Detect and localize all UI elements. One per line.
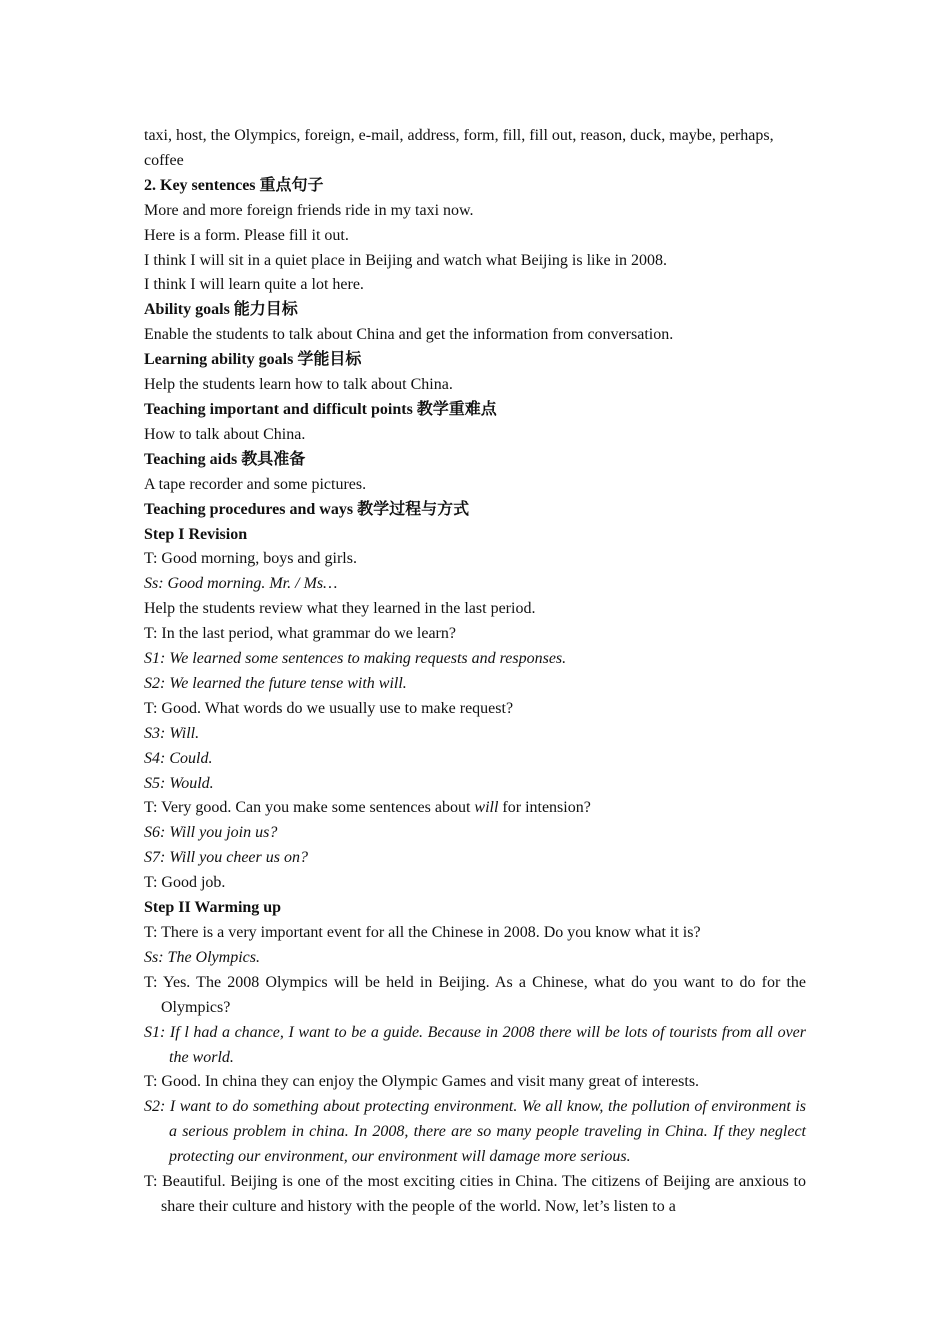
dialogue-line: S2: We learned the future tense with will. xyxy=(144,674,407,692)
emphasis-word: will xyxy=(474,799,499,817)
vocabulary-line: taxi, host, the Olympics, foreign, e-mail, address, form, fill, fill out, reason, duck, maybe, perhaps, coffee xyxy=(144,127,774,169)
dialogue-line: T: Good. What words do we usually use to make request? xyxy=(144,699,514,717)
dialogue-line: T: Good morning, boys and girls. xyxy=(144,550,357,568)
dialogue-line: S2: I want to do something about protecting environment. We all know, the pollution of environment is a serious problem in china. In 2008, there are so many people traveling in China. If they neglect protecting our environment, our environment will damage more serious. xyxy=(144,1098,806,1166)
dialogue-line: S7: Will you cheer us on? xyxy=(144,849,308,867)
key-sentence: Here is a form. Please fill it out. xyxy=(144,226,349,244)
dialogue-line: S3: Will. xyxy=(144,724,200,742)
dialogue-text: for intension? xyxy=(498,799,591,817)
dialogue-line xyxy=(144,796,806,821)
step2-heading: Step II Warming up xyxy=(144,899,282,917)
procedures-heading: Teaching procedures and ways 教学过程与方式 xyxy=(144,500,470,518)
dialogue-line: T: Yes. The 2008 Olympics will be held in Beijing. As a Chinese, what do you want to do for the Olympics? xyxy=(144,973,806,1016)
key-sentence: I think I will learn quite a lot here. xyxy=(144,276,364,294)
dialogue-line: S4: Could. xyxy=(144,749,213,767)
instruction-line: Help the students review what they learned in the last period. xyxy=(144,600,536,618)
dialogue-line: Ss: The Olympics. xyxy=(144,948,260,966)
dialogue-line: S6: Will you join us? xyxy=(144,824,278,842)
teaching-aids-heading: Teaching aids 教具准备 xyxy=(144,450,306,468)
document-page xyxy=(144,124,806,1220)
dialogue-line: S5: Would. xyxy=(144,774,214,792)
key-sentences-heading: 2. Key sentences 重点句子 xyxy=(144,176,324,194)
step1-heading: Step I Revision xyxy=(144,525,248,543)
dialogue-line: Ss: Good morning. Mr. / Ms… xyxy=(144,575,338,593)
dialogue-line: T: In the last period, what grammar do we learn? xyxy=(144,625,456,643)
teaching-aids-text: A tape recorder and some pictures. xyxy=(144,475,367,493)
dialogue-line: T: Good. In china they can enjoy the Olympic Games and visit many great of interests. xyxy=(144,1073,700,1091)
dialogue-line: T: There is a very important event for all the Chinese in 2008. Do you know what it is? xyxy=(144,924,701,941)
important-points-text: How to talk about China. xyxy=(144,425,306,443)
dialogue-line: T: Beautiful. Beijing is one of the most exciting cities in China. The citizens of Beijing are anxious to share their culture and history with the people of the world. Now, let’s listen to a xyxy=(144,1173,806,1215)
dialogue-line: S1: We learned some sentences to making requests and responses. xyxy=(144,650,567,668)
learning-ability-goals-heading: Learning ability goals 学能目标 xyxy=(144,351,362,369)
dialogue-text: T: Very good. Can you make some sentences about xyxy=(144,799,475,817)
important-points-heading: Teaching important and difficult points 教学重难点 xyxy=(144,400,497,418)
learning-ability-goals-text: Help the students learn how to talk about China. xyxy=(144,376,453,394)
ability-goals-heading: Ability goals 能力目标 xyxy=(144,301,298,319)
dialogue-line: S1: If l had a chance, I want to be a guide. Because in 2008 there will be lots of tourists from all over the world. xyxy=(144,1023,806,1066)
dialogue-line: T: Good job. xyxy=(144,874,226,892)
key-sentence: More and more foreign friends ride in my taxi now. xyxy=(144,201,474,219)
key-sentence: I think I will sit in a quiet place in Beijing and watch what Beijing is like in 2008. xyxy=(144,251,668,269)
ability-goals-text: Enable the students to talk about China and get the information from conversation. xyxy=(144,326,674,344)
